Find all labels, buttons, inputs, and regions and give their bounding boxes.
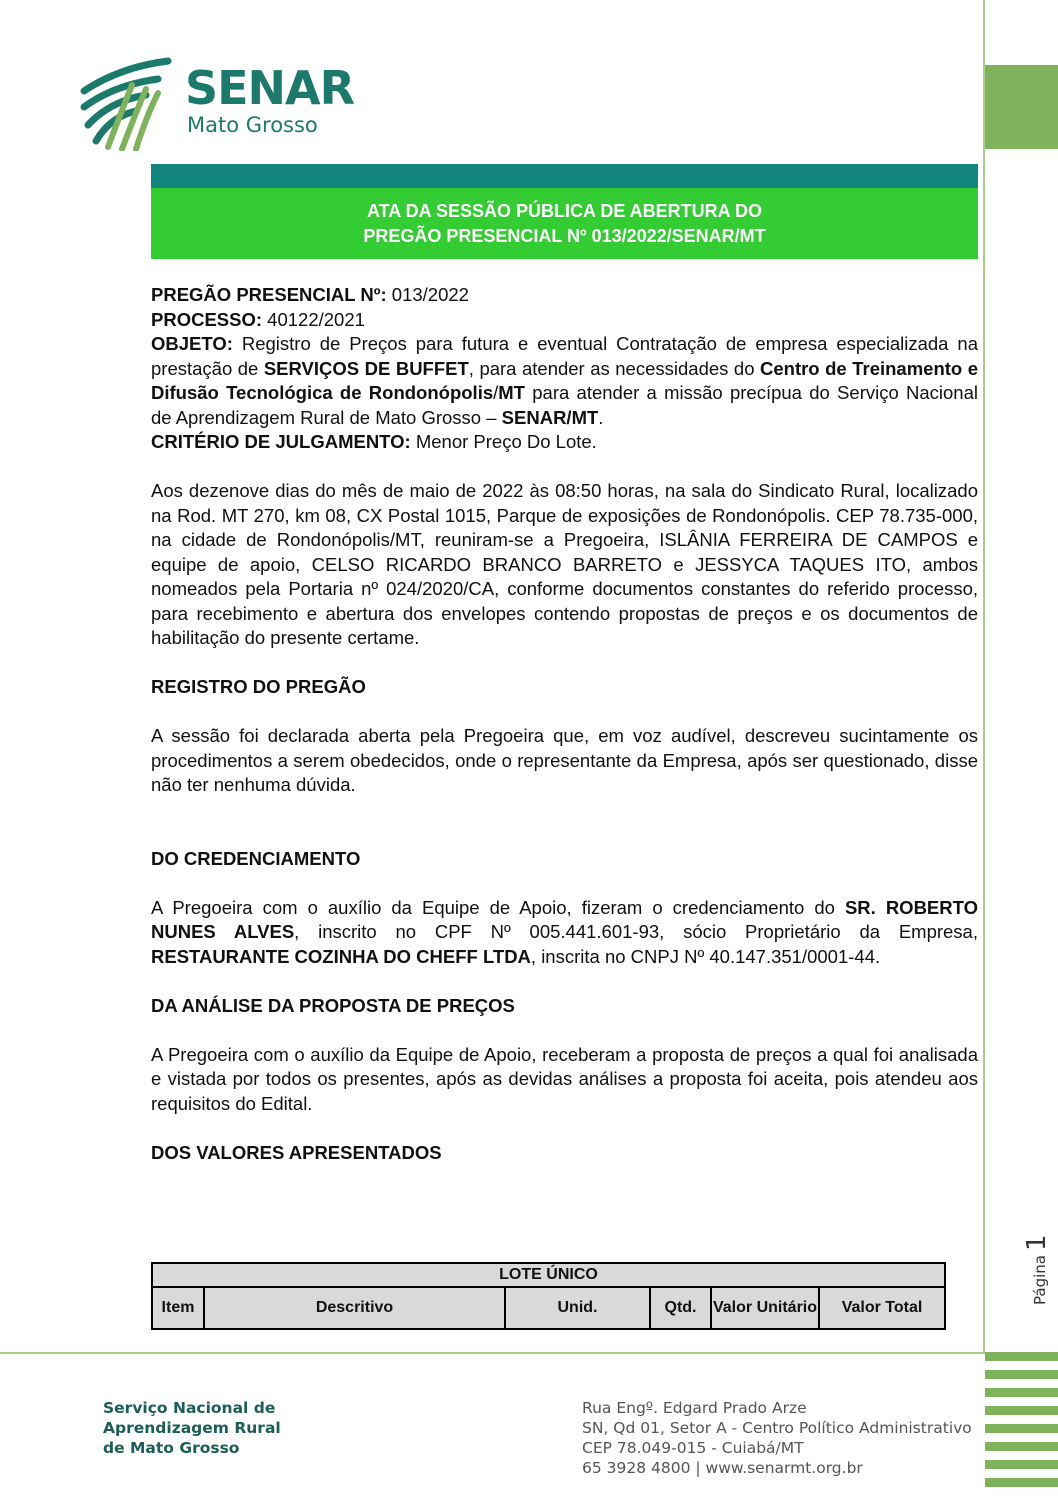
col-valor-total: Valor Total — [819, 1287, 945, 1329]
right-margin-rule — [983, 0, 985, 1352]
credenciamento-paragraph: A Pregoeira com o auxílio da Equipe de Apoio, fizeram o credenciamento do SR. ROBERTO NUNES ALVES, inscrito no CPF Nº 005.441.601-93, sócio Proprietário da Empresa, RESTAURANTE COZINHA DO CHEFF LTDA, inscrita no CNPJ Nº 40.147.351/0001-44. — [151, 896, 978, 967]
processo-line: PROCESSO: 40122/2021 — [151, 308, 365, 330]
banner-title-line2: PREGÃO PRESENCIAL Nº 013/2022/SENAR/MT — [363, 225, 766, 246]
valores-heading: DOS VALORES APRESENTADOS — [151, 1141, 442, 1163]
page-word: Página — [1031, 1255, 1049, 1305]
document-body — [151, 283, 978, 1165]
footer-divider — [0, 1352, 985, 1354]
banner-title-line1: ATA DA SESSÃO PÚBLICA DE ABERTURA DO — [366, 200, 762, 221]
criterio-line: CRITÉRIO DE JULGAMENTO: Menor Preço Do Lote. — [151, 431, 597, 452]
logo-name: SENAR — [185, 61, 355, 115]
footer-address-line: SN, Qd 01, Setor A - Centro Político Administrativo — [582, 1419, 972, 1437]
analise-heading: DA ANÁLISE DA PROPOSTA DE PREÇOS — [151, 994, 515, 1016]
footer-address — [582, 1398, 972, 1478]
title-banner — [151, 188, 978, 259]
analise-paragraph: A Pregoeira com o auxílio da Equipe de Apoio, receberam a proposta de preços a qual foi analisada e vistada por todos os presentes, após as devidas análises a proposta foi aceita, pois atendeu aos requisitos do Edital. — [151, 1043, 978, 1114]
senar-logo-icon — [80, 55, 175, 151]
lote-table — [151, 1262, 946, 1330]
banner-top-stripe — [151, 164, 978, 188]
lote-title: LOTE ÚNICO — [152, 1263, 945, 1287]
page-number: 1 — [1022, 1234, 1052, 1252]
right-margin-block — [985, 65, 1058, 149]
col-item: Item — [152, 1287, 204, 1329]
senar-logo — [80, 55, 355, 151]
footer-contact-line: 65 3928 4800 | www.senarmt.org.br — [582, 1459, 863, 1477]
registro-paragraph: A sessão foi declarada aberta pela Pregoeira que, em voz audível, descreveu sucintamente os procedimentos a serem obedecidos, onde o representante da Empresa, após ser questionado, disse não ter nenhuma dúvida. — [151, 725, 978, 795]
footer-address-line: CEP 78.049-015 - Cuiabá/MT — [582, 1439, 804, 1457]
col-qtd: Qtd. — [650, 1287, 711, 1329]
footer-org-line: Serviço Nacional de — [103, 1399, 276, 1417]
footer-stripes — [985, 1352, 1058, 1496]
pregao-line: PREGÃO PRESENCIAL Nº: 013/2022 — [151, 284, 469, 305]
logo-subtitle: Mato Grosso — [187, 113, 318, 137]
intro-paragraph: Aos dezenove dias do mês de maio de 2022 às 08:50 horas, na sala do Sindicato Rural, localizado na Rod. MT 270, km 08, CX Postal 1015, Parque de exposições de Rondonópolis. CEP 78.735-000, na cidade de Rondonópolis/MT, reuniram-se a Pregoeira, ISLÂNIA FERREIRA DE CAMPOS e equipe de apoio, CELSO RICARDO BRANCO BARRETO e JESSYCA TAQUES ITO, ambos nomeados pela Portaria nº 024/2020/CA, conforme documentos constantes do referido processo, para recebimento e abertura dos envelopes contendo propostas de preços e os documentos de habilitação do presente certame. — [151, 480, 978, 648]
objeto-paragraph: OBJETO: Registro de Preços para futura e eventual Contratação de empresa especializada na prestação de SERVIÇOS DE BUFFET, para atender as necessidades do Centro de Treinamento e Difusão Tecnológica de Rondonópolis/MT para atender a missão precípua do Serviço Nacional de Aprendizagem Rural de Mato Grosso – SENAR/MT. — [151, 333, 979, 428]
registro-heading: REGISTRO DO PREGÃO — [151, 676, 366, 697]
credenciamento-heading: DO CREDENCIAMENTO — [151, 847, 361, 869]
footer-org-line: de Mato Grosso — [103, 1439, 240, 1457]
col-valor-unitario: Valor Unitário — [711, 1287, 819, 1329]
col-descritivo: Descritivo — [204, 1287, 505, 1329]
col-unid: Unid. — [505, 1287, 650, 1329]
footer-address-line: Rua Engº. Edgard Prado Arze — [582, 1399, 807, 1417]
footer-organization — [103, 1398, 281, 1458]
footer-org-line: Aprendizagem Rural — [103, 1419, 281, 1437]
page-number-label — [1022, 1235, 1052, 1306]
